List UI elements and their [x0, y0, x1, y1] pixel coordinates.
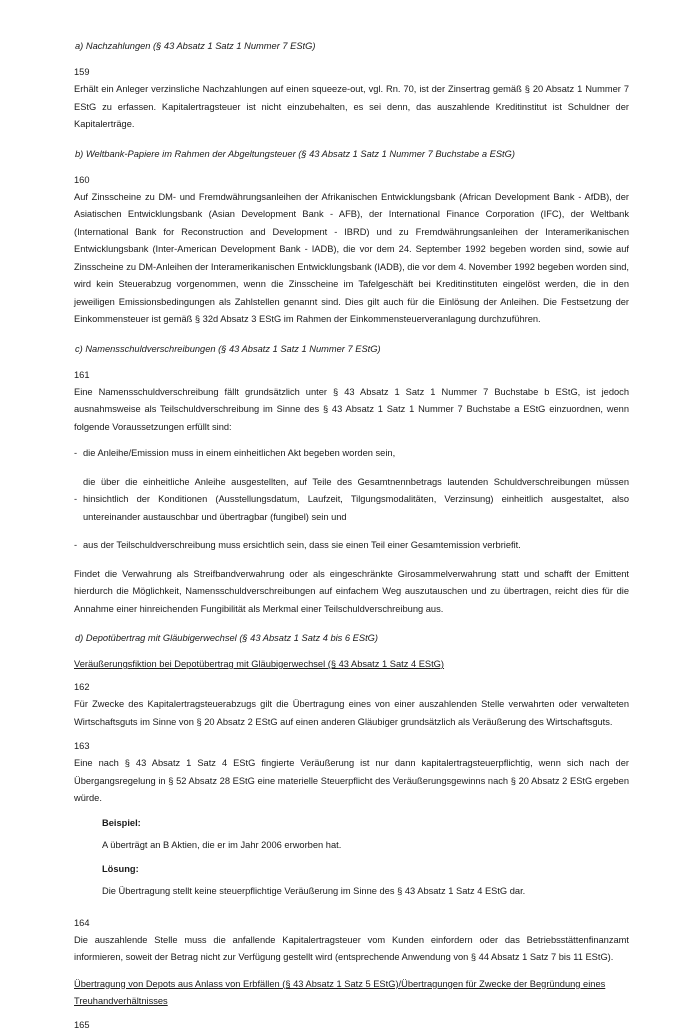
- example-text: A überträgt an B Aktien, die er im Jahr 2006 erworben hat.: [102, 839, 342, 850]
- paragraph-161: Eine Namensschuldverschreibung fällt grundsätzlich unter § 43 Absatz 1 Satz 1 Nummer 7 Buchstabe b EStG, ist jedoch ausnahmsweise als Teilschuldverschreibung im Sinne des § 43 Absatz 1 Satz 1 Nummer 7 Buchstabe a EStG einzuordnen, wenn folgende Voraussetzungen erfüllt sind:: [74, 386, 629, 432]
- bullet-mark: -: [74, 448, 78, 458]
- solution-text: Die Übertragung stellt keine steuerpflichtige Veräußerung im Sinne des § 43 Absatz 1 Satz 4 EStG dar.: [102, 885, 526, 896]
- list-item: [74, 445, 629, 463]
- bullet-mark: -: [74, 540, 78, 550]
- section-d-heading: d) Depotübertrag mit Gläubigerwechsel (§ 43 Absatz 1 Satz 4 bis 6 EStG): [75, 633, 378, 643]
- paragraph-163: Eine nach § 43 Absatz 1 Satz 4 EStG fingierte Veräußerung ist nur dann kapitalertragsteuerpflichtig, wenn sich nach der Übergangsregelung in § 52 Absatz 28 EStG eine materielle Steuerpflicht des Veräußerungsgewinns nach § 20 Absatz 2 EStG ergeben würde.: [74, 758, 629, 803]
- section-a-heading: a) Nachzahlungen (§ 43 Absatz 1 Satz 1 Nummer 7 EStG): [75, 41, 316, 51]
- paragraph-160: Auf Zinsscheine zu DM- und Fremdwährungsanleihen der Afrikanischen Entwicklungsbank (African Development Bank - AfDB), der Asiatischen Entwicklungsbank (Asian Development Bank - AFB), der International Finance Corporation (IFC), der Weltbank (International Bank for Reconstruction and Development - IBRD) und zu Fremdwährungsanleihen der Interamerikanischen Entwicklungsbank (Inter-American Development Bank - IADB), die vor dem 24. September 1992 begeben worden sind, sowie auf Zinsscheine zu DM-Anleihen der Interamerikanischen Entwicklungsbank (IADB), die vor dem 4. November 1992 begeben worden sind, wird kein Steuerabzug vorgenommen, wenn die Zinsscheine im Tafelgeschäft bei Kreditinstituten eingelöst werden, die in den jeweiligen Emissionsbedingungen als Zahlstellen genannt sind. Dies gilt auch für die Einlösung der Anleihen. Die Festsetzung der Einkommensteuer ist gemäß § 32d Absatz 3 EStG im Rahmen der Einkommensteuerveranlagung durchzuführen.: [74, 191, 629, 324]
- margin-number-162: 162: [74, 682, 90, 692]
- paragraph-162: Für Zwecke des Kapitalertragsteuerabzugs gilt die Übertragung eines von einer auszahlenden Stelle verwahrten oder verwalteten Wirtschaftsguts im Sinne von § 20 Absatz 2 EStG auf einen anderen Gläubiger grundsätzlich als Veräußerung des Wirtschaftsguts.: [74, 699, 629, 727]
- paragraph-161-continued: Findet die Verwahrung als Streifbandverwahrung oder als eingeschränkte Girosammelverwahrung statt und schafft der Emittent hierdurch die Möglichkeit, Namensschuldverschreibungen auf einfachem Weg auszutauschen und zu übertragen, reicht dies für die Annahme einer hinreichenden Fungibilität als Merkmal einer Teilschuldverschreibung aus.: [74, 568, 629, 614]
- solution-label: Lösung:: [102, 863, 139, 874]
- margin-number-159: 159: [74, 67, 90, 77]
- margin-number-164: 164: [74, 917, 90, 928]
- margin-number-163: 163: [74, 741, 90, 751]
- list-item-text: die Anleihe/Emission muss in einem einheitlichen Akt begeben worden sein,: [83, 448, 396, 458]
- list-item-text: aus der Teilschuldverschreibung muss ersichtlich sein, dass sie einen Teil einer Gesamtemission verbriefit.: [83, 540, 521, 550]
- list-item-text: die über die einheitliche Anleihe ausgestellten, auf Teile des Gesamtnennbetrags lautenden Schuldverschreibungen müssen hinsichtlich der Konditionen (Ausstellungsdatum, Laufzeit, Tilgungsmodalitäten, Verzinsung) einheitlich ausgestaltet, also untereinander austauschbar und übertragbar (fungibel) sein und: [83, 476, 629, 522]
- margin-number-165: 165: [74, 1019, 90, 1030]
- section-b-heading: b) Weltbank-Papiere im Rahmen der Abgeltungsteuer (§ 43 Absatz 1 Satz 1 Nummer 7 Buchstabe a EStG): [75, 148, 515, 159]
- paragraph-164: Die auszahlende Stelle muss die anfallende Kapitalertragsteuer vom Kunden einfordern oder das Betriebsstättenfinanzamt informieren, soweit der Betrag nicht zur Verfügung gestellt wird (entsprechende Anwendung von § 44 Absatz 1 Satz 7 bis 11 EStG).: [74, 934, 629, 962]
- margin-number-160: 160: [74, 174, 90, 185]
- paragraph-159: Erhält ein Anleger verzinsliche Nachzahlungen auf einen squeeze-out, vgl. Rn. 70, ist der Zinsertrag gemäß § 20 Absatz 1 Nummer 7 EStG zu erfassen. Kapitalertragsteuer ist nicht einzubehalten, es sei denn, das auszahlende Kreditinstitut ist Schuldner der Kapitalerträge.: [74, 84, 629, 129]
- margin-number-161: 161: [74, 369, 90, 380]
- document-page: [74, 40, 629, 1034]
- example-label: Beispiel:: [102, 817, 141, 828]
- subheading-veraeusserungsfiktion: Veräußerungsfiktion bei Depotübertrag mit Gläubigerwechsel (§ 43 Absatz 1 Satz 4 EStG): [74, 659, 445, 669]
- section-c-heading: c) Namensschuldverschreibungen (§ 43 Absatz 1 Satz 1 Nummer 7 EStG): [75, 343, 381, 354]
- list-item: [74, 474, 629, 527]
- list-item: [74, 537, 629, 555]
- bullet-mark: -: [74, 494, 78, 504]
- subheading-erbfaelle: Übertragung von Depots aus Anlass von Erbfällen (§ 43 Absatz 1 Satz 5 EStG)/Übertragungen für Zwecke der Begründung eines Treuhandverhältnisses: [74, 978, 606, 1006]
